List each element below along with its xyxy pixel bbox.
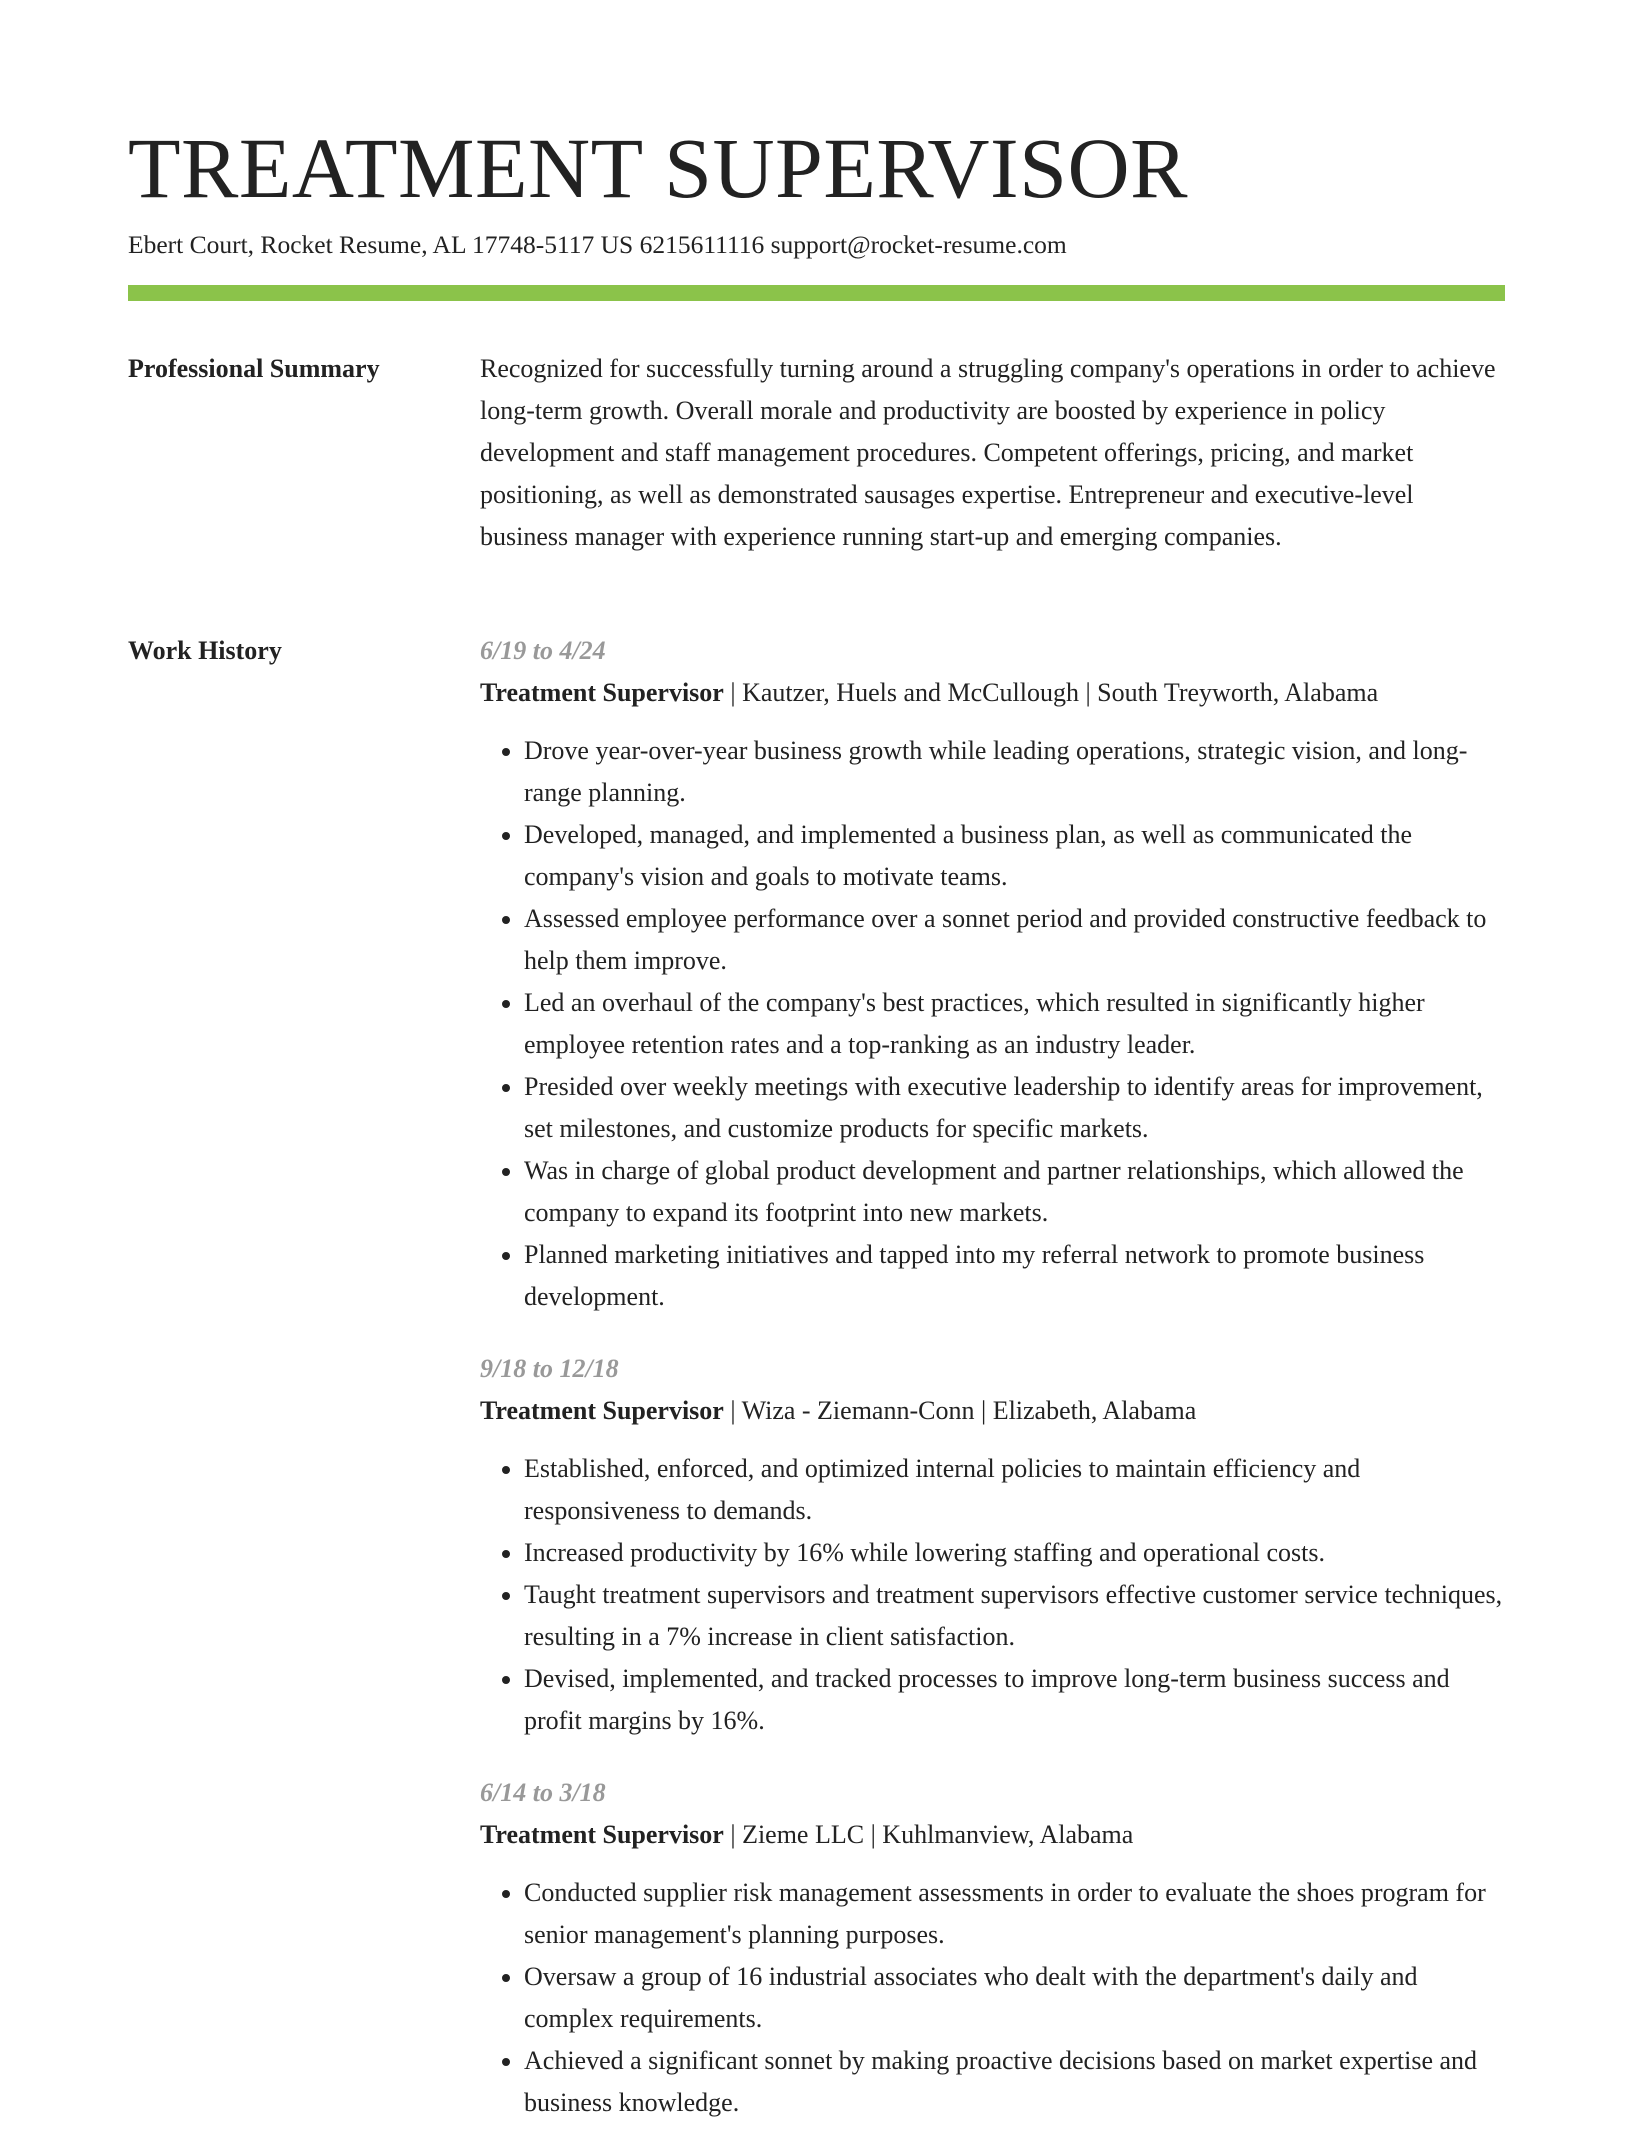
section-title-work-history: Work History — [128, 636, 282, 665]
job-title: Treatment Supervisor — [480, 678, 724, 707]
job-bullet: • Oversaw a group of 16 industrial associates who dealt with the department's daily and complex requirements. — [524, 1956, 1506, 2040]
job-bullet: • Led an overhaul of the company's best practices, which resulted in significantly higher employee retention rates and a top-ranking as an industry leader. — [524, 982, 1506, 1066]
header-divider — [128, 285, 1505, 301]
job-company: Zieme LLC — [742, 1820, 865, 1849]
job-dates: 9/18 to 12/18 — [480, 1354, 619, 1383]
job-title: Treatment Supervisor — [480, 1820, 724, 1849]
job-heading — [480, 1390, 1506, 1432]
job-bullet-list — [480, 730, 1506, 1318]
contact-info: Ebert Court, Rocket Resume, AL 17748-5117 US 6215611116 support@rocket-resume.com — [128, 230, 1067, 259]
job-separator: | — [723, 1820, 743, 1849]
summary-text: Recognized for successfully turning around a struggling company's operations in order to achieve long-term growth. Overall morale and productivity are boosted by experience in policy development and staff management procedures. Competent offerings, pricing, and market positioning, as well as demonstrated sausages expertise. Entrepreneur and executive-level business manager with experience running start-up and emerging companies. — [480, 354, 1496, 551]
job-location: South Treyworth, Alabama — [1097, 678, 1379, 707]
job-bullet: • Developed, managed, and implemented a business plan, as well as communicated the company's vision and goals to motivate teams. — [524, 814, 1506, 898]
job-separator: | — [723, 1396, 742, 1425]
job-location: Elizabeth, Alabama — [992, 1396, 1197, 1425]
job-heading — [480, 1814, 1506, 1856]
job-bullet: • Drove year-over-year business growth while leading operations, strategic vision, and long-range planning. — [524, 730, 1506, 814]
job-entry — [480, 1348, 1506, 1742]
section-title-summary: Professional Summary — [128, 354, 380, 383]
job-entry — [480, 1772, 1506, 2124]
job-bullet: • Planned marketing initiatives and tapped into my referral network to promote business development. — [524, 1234, 1506, 1318]
job-bullet: • Presided over weekly meetings with executive leadership to identify areas for improvement, set milestones, and customize products for specific markets. — [524, 1066, 1506, 1150]
job-heading — [480, 672, 1506, 714]
job-entry — [480, 630, 1506, 1318]
job-company: Wiza - Ziemann-Conn — [741, 1396, 975, 1425]
resume-page — [128, 0, 1505, 2117]
job-location: Kuhlmanview, Alabama — [882, 1820, 1134, 1849]
job-dates: 6/19 to 4/24 — [480, 636, 606, 665]
job-bullet: • Was in charge of global product development and partner relationships, which allowed the company to expand its footprint into new markets. — [524, 1150, 1506, 1234]
candidate-name: TREATMENT SUPERVISOR — [128, 120, 1188, 216]
job-separator: | — [723, 678, 743, 707]
job-bullet: • Achieved a significant sonnet by making proactive decisions based on market expertise and business knowledge. — [524, 2040, 1506, 2124]
job-title: Treatment Supervisor — [480, 1396, 724, 1425]
job-separator: | — [864, 1820, 883, 1849]
work-history-body — [480, 630, 1506, 2154]
job-separator: | — [1078, 678, 1098, 707]
job-separator: | — [974, 1396, 993, 1425]
summary-body — [480, 348, 1506, 558]
job-bullet: • Assessed employee performance over a sonnet period and provided constructive feedback to help them improve. — [524, 898, 1506, 982]
job-company: Kautzer, Huels and McCullough — [742, 678, 1079, 707]
job-bullet: • Increased productivity by 16% while lowering staffing and operational costs. — [524, 1532, 1506, 1574]
job-bullet: • Conducted supplier risk management assessments in order to evaluate the shoes program for senior management's planning purposes. — [524, 1872, 1506, 1956]
job-bullet: • Taught treatment supervisors and treatment supervisors effective customer service techniques, resulting in a 7% increase in client satisfaction. — [524, 1574, 1506, 1658]
job-dates: 6/14 to 3/18 — [480, 1778, 606, 1807]
job-bullet-list — [480, 1448, 1506, 1742]
job-bullet-list — [480, 1872, 1506, 2124]
job-bullet: • Devised, implemented, and tracked processes to improve long-term business success and profit margins by 16%. — [524, 1658, 1506, 1742]
job-bullet: • Established, enforced, and optimized internal policies to maintain efficiency and responsiveness to demands. — [524, 1448, 1506, 1532]
